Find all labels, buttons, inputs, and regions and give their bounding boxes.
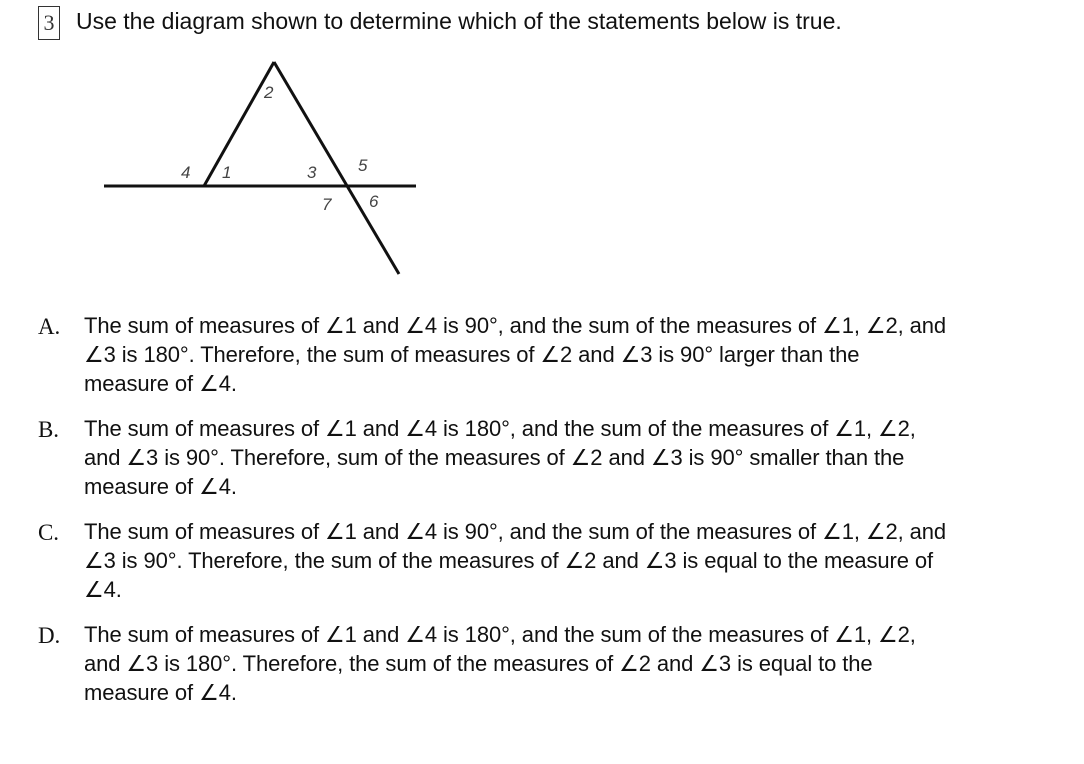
choice-text-line: The sum of measures of ∠1 and ∠4 is 180°, and the sum of the measures of ∠1, ∠2, — [84, 416, 916, 441]
angle-label-3: 3 — [307, 163, 317, 182]
choice-text-line: and ∠3 is 90°. Therefore, sum of the measures of ∠2 and ∠3 is 90° smaller than the — [84, 445, 905, 470]
question-number: 3 — [38, 6, 60, 40]
choice-text-line: The sum of measures of ∠1 and ∠4 is 180°, and the sum of the measures of ∠1, ∠2, — [84, 622, 916, 647]
angle-label-4: 4 — [181, 163, 191, 182]
choice-letter: D. — [38, 623, 61, 648]
angle-label-7: 7 — [322, 195, 332, 214]
angle-label-6: 6 — [369, 192, 379, 211]
choice-a[interactable] — [38, 311, 1078, 398]
answer-choices — [38, 311, 1078, 723]
choice-b[interactable] — [38, 414, 1078, 501]
choice-text-line: ∠4. — [84, 577, 122, 602]
question-prompt: Use the diagram shown to determine which of the statements below is true. — [76, 8, 842, 34]
choice-text-line: The sum of measures of ∠1 and ∠4 is 90°, and the sum of the measures of ∠1, ∠2, and — [84, 519, 947, 544]
left-side-line — [204, 62, 274, 186]
choice-text-line: measure of ∠4. — [84, 680, 237, 705]
choice-text-line: ∠3 is 180°. Therefore, the sum of measures of ∠2 and ∠3 is 90° larger than the — [84, 342, 860, 367]
choice-text-line: The sum of measures of ∠1 and ∠4 is 90°, and the sum of the measures of ∠1, ∠2, and — [84, 313, 947, 338]
choice-c[interactable] — [38, 517, 1078, 604]
angle-label-5: 5 — [358, 156, 368, 175]
triangle-diagram — [0, 0, 460, 290]
choice-letter: C. — [38, 520, 59, 545]
choice-text-line: measure of ∠4. — [84, 371, 237, 396]
angle-label-1: 1 — [222, 163, 232, 182]
choice-text-line: ∠3 is 90°. Therefore, the sum of the measures of ∠2 and ∠3 is equal to the measure of — [84, 548, 934, 573]
choice-letter: B. — [38, 417, 59, 442]
choice-text-line: measure of ∠4. — [84, 474, 237, 499]
angle-label-2: 2 — [264, 83, 274, 102]
choice-text-line: and ∠3 is 180°. Therefore, the sum of the measures of ∠2 and ∠3 is equal to the — [84, 651, 873, 676]
choice-letter: A. — [38, 314, 61, 339]
right-transversal-line — [274, 62, 399, 274]
choice-d[interactable] — [38, 620, 1078, 707]
